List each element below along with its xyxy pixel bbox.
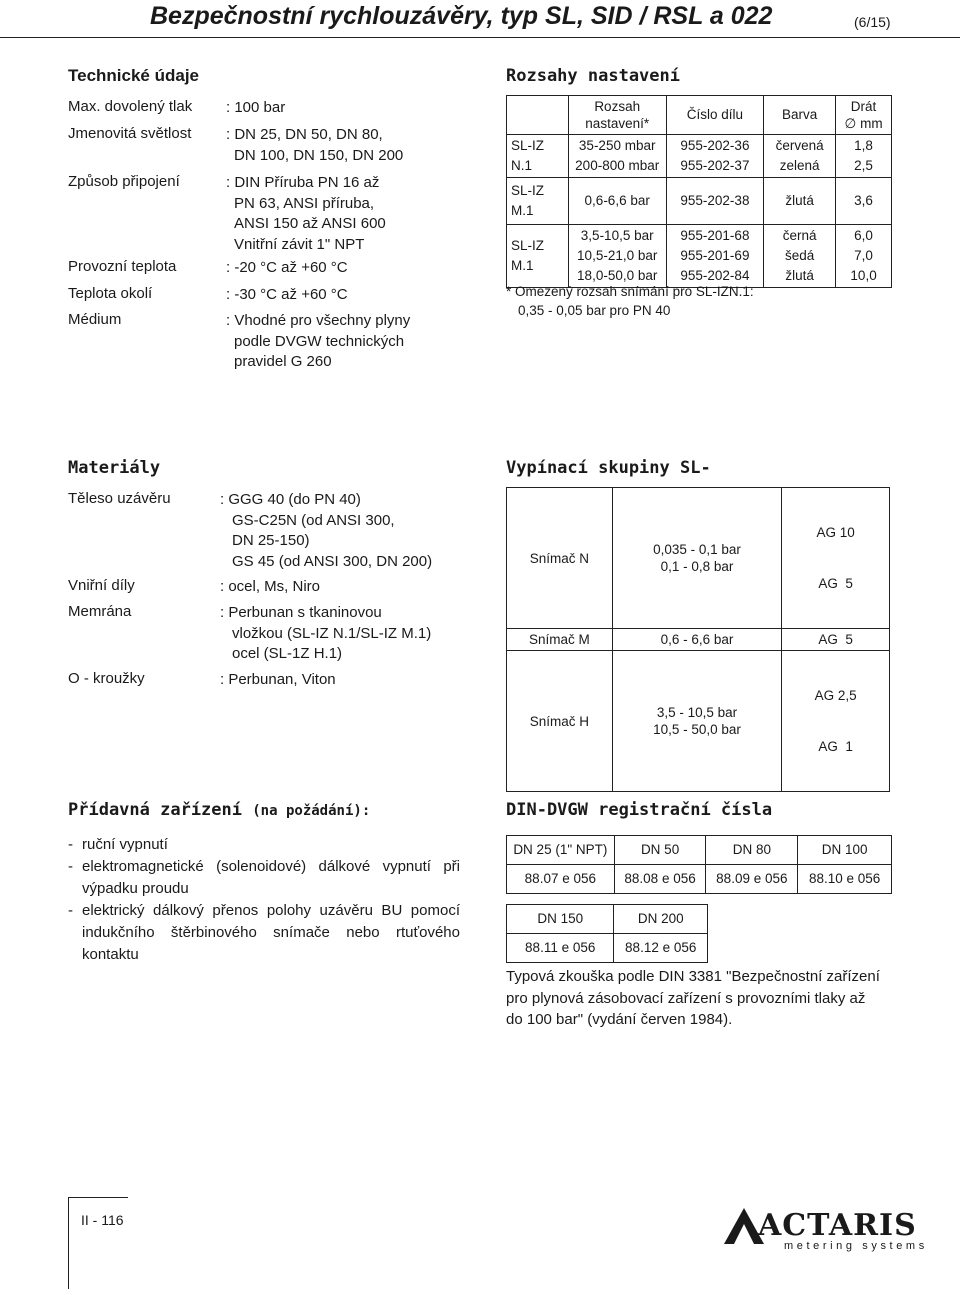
extras-subtitle: (na požádání): [252, 803, 371, 819]
tech-value-line: DN 100, DN 150, DN 200 [234, 146, 404, 164]
table-cell: 955-201-68 [666, 225, 764, 247]
table-row [507, 629, 890, 651]
list-item [68, 856, 460, 900]
table-cell: 10,5-21,0 bar [568, 246, 666, 266]
bullet-dash: - [68, 858, 73, 875]
tech-value [226, 125, 403, 166]
dvgw-text: Typová zkouška podle DIN 3381 "Bezpečnostní zařízení pro plynová zásobovací zařízení s provozními tlaky až do 100 bar" (vydání červen 1984). [506, 968, 880, 1028]
material-line: GS-C25N (od ANSI 300, [232, 511, 395, 529]
range-line: 0,035 - 0,1 bar [653, 542, 741, 557]
table-cell: 955-202-37 [666, 156, 764, 178]
material-line: : ocel, Ms, Niro [220, 578, 321, 595]
group-label: SL-IZ M.1 [507, 178, 569, 225]
note-line: * Omezený rozsah snímání pro SL-IZN.1: [506, 284, 754, 299]
table-row [507, 651, 890, 792]
tech-key: Způsob připojení [68, 173, 180, 190]
unit: mm [860, 116, 883, 131]
table-cell: 2,5 [836, 156, 892, 178]
sensor-name: Snímač N [507, 488, 613, 629]
table-cell: 3,5-10,5 bar [568, 225, 666, 247]
extras-heading [68, 800, 370, 820]
dvgw-table-2 [506, 904, 708, 963]
table-cell: 3,6 [836, 178, 892, 225]
document-title: Bezpečnostní rychlouzávěry, typ SL, SID / RSL a 022 [150, 2, 773, 30]
material-line: : GGG 40 (do PN 40) [220, 491, 361, 508]
extras-title: Přídavná zařízení [68, 800, 242, 820]
header-text: Rozsah [594, 99, 641, 114]
list-item-text: elektrický dálkový přenos polohy uzávěru BU pomocí indukčního štěrbinového snímače nebo rtuťového kontaktu [82, 902, 460, 963]
list-item-text: ruční vypnutí [82, 836, 168, 853]
bullet-dash: - [68, 836, 73, 853]
logo-wordmark: ACTARIS [758, 1208, 917, 1243]
table-cell [507, 96, 569, 135]
material-value [220, 577, 320, 598]
tech-key: Teplota okolí [68, 285, 153, 302]
table-header: DN 200 [614, 905, 708, 934]
tech-value-line: : -30 °C až +60 °C [226, 286, 348, 303]
group-label: SL-IZ M.1 [507, 225, 569, 288]
tech-value [226, 285, 348, 306]
tech-value-line: PN 63, ANSI příruba, [234, 194, 375, 212]
ranges-note [506, 282, 754, 320]
material-key: O - kroužky [68, 670, 145, 687]
table-cell: 0,6 - 6,6 bar [612, 629, 781, 651]
material-line: ocel (SL-1Z H.1) [232, 645, 343, 662]
page-number: II - 116 [81, 1212, 124, 1228]
table-row [507, 865, 892, 894]
tech-value-line: Vnitřní závit 1" NPT [234, 235, 365, 253]
table-cell: 955-202-84 [666, 266, 764, 288]
table-header: Číslo dílu [666, 96, 764, 135]
table-cell: 200-800 mbar [568, 156, 666, 178]
table-header [836, 96, 892, 135]
page-reference: (6/15) [854, 14, 891, 30]
table-cell: černá [764, 225, 836, 247]
table-cell [612, 651, 781, 792]
material-value [220, 490, 432, 572]
material-line: : Perbunan s tkaninovou [220, 604, 382, 621]
tech-key: Provozní teplota [68, 258, 177, 275]
note-line: 0,35 - 0,05 bar pro PN 40 [518, 303, 671, 318]
table-cell: 88.09 e 056 [706, 865, 798, 894]
table-cell [782, 488, 890, 629]
tech-value-line: ANSI 150 až ANSI 600 [234, 215, 386, 232]
tech-value-line: : Vhodné pro všechny plyny [226, 312, 411, 329]
table-cell: 10,0 [836, 266, 892, 288]
range-line: 3,5 - 10,5 bar [656, 705, 738, 720]
table-cell: žlutá [764, 266, 836, 288]
table-row [507, 836, 892, 865]
material-key: Memrána [68, 603, 132, 620]
table-cell: 88.10 e 056 [798, 865, 892, 894]
table-cell: 955-202-38 [666, 178, 764, 225]
table-row [507, 96, 892, 135]
tech-value [226, 98, 285, 119]
table-row [507, 934, 708, 963]
tech-value [226, 311, 410, 373]
table-cell: zelená [764, 156, 836, 178]
ranges-heading: Rozsahy nastavení [506, 66, 680, 86]
table-cell: 88.07 e 056 [507, 865, 615, 894]
logo-tagline: metering systems [784, 1240, 928, 1252]
material-value [220, 603, 431, 665]
tech-key: Médium [68, 311, 122, 328]
header-text: nastavení* [585, 116, 650, 131]
material-line: vložkou (SL-IZ N.1/SL-IZ M.1) [232, 624, 432, 642]
table-row [507, 225, 892, 247]
page-number-box [68, 1197, 128, 1289]
tech-value [226, 173, 386, 255]
tech-value-line: : -20 °C až +60 °C [226, 259, 348, 276]
table-header: DN 80 [706, 836, 798, 865]
bullet-dash: - [68, 902, 73, 919]
tech-heading: Technické údaje [68, 66, 200, 85]
extras-list [68, 834, 460, 966]
dvgw-heading: DIN-DVGW registrační čísla [506, 800, 773, 820]
group-label: SL-IZ N.1 [507, 135, 569, 178]
tech-key: Jmenovitá světlost [68, 125, 192, 142]
sensor-name: Snímač H [507, 651, 613, 792]
table-header: Barva [764, 96, 836, 135]
tech-key: Max. dovolený tlak [68, 98, 193, 115]
table-header [568, 96, 666, 135]
switch-table [506, 487, 890, 792]
table-cell: červená [764, 135, 836, 157]
tech-value-line: : DN 25, DN 50, DN 80, [226, 126, 383, 143]
tech-value-line: : 100 bar [226, 99, 286, 116]
tech-value-line: podle DVGW technických [234, 332, 405, 350]
table-row [507, 178, 892, 225]
table-header: DN 100 [798, 836, 892, 865]
table-cell: 88.08 e 056 [614, 865, 706, 894]
tech-value [226, 258, 348, 279]
material-key: Těleso uzávěru [68, 490, 171, 507]
material-value [220, 670, 336, 691]
list-item-text: elektromagnetické (solenoidové) dálkové vypnutí při výpadku proudu [82, 858, 460, 897]
switch-heading: Vypínací skupiny SL- [506, 458, 711, 478]
table-cell: 7,0 [836, 246, 892, 266]
table-cell: 35-250 mbar [568, 135, 666, 157]
table-cell: 88.12 e 056 [614, 934, 708, 963]
list-item [68, 834, 460, 856]
range-line: 0,1 - 0,8 bar [660, 559, 734, 574]
table-row [507, 905, 708, 934]
ranges-table [506, 95, 892, 288]
table-cell: 1,8 [836, 135, 892, 157]
header-text [838, 115, 889, 132]
tech-value-line: : DIN Příruba PN 16 až [226, 174, 380, 191]
ag-line: AG 5 [818, 576, 853, 591]
table-header: DN 25 (1" NPT) [507, 836, 615, 865]
material-line: : Perbunan, Viton [220, 671, 336, 688]
actaris-logo [722, 1204, 928, 1274]
ag-line: AG 10 [816, 525, 855, 540]
ag-line: AG 2,5 [814, 688, 857, 703]
table-cell: žlutá [764, 178, 836, 225]
ag-line: AG 1 [818, 739, 853, 754]
table-cell: 955-202-36 [666, 135, 764, 157]
range-line: 10,5 - 50,0 bar [653, 722, 741, 737]
header-text: Drát [850, 99, 877, 114]
header-rule [0, 37, 960, 38]
table-cell: AG 5 [782, 629, 890, 651]
table-row [507, 488, 890, 629]
table-cell [782, 651, 890, 792]
table-cell: 955-201-69 [666, 246, 764, 266]
material-key: Vniřní díly [68, 577, 135, 594]
table-cell: 18,0-50,0 bar [568, 266, 666, 288]
material-line: DN 25-150) [232, 532, 310, 549]
sensor-name: Snímač M [507, 629, 613, 651]
table-header: DN 50 [614, 836, 706, 865]
tech-value-line: pravidel G 260 [234, 353, 332, 370]
materials-heading: Materiály [68, 458, 161, 478]
list-item [68, 900, 460, 966]
table-cell: 6,0 [836, 225, 892, 247]
table-cell: šedá [764, 246, 836, 266]
material-line: GS 45 (od ANSI 300, DN 200) [232, 552, 433, 570]
dvgw-table-1 [506, 835, 892, 894]
table-header: DN 150 [507, 905, 614, 934]
table-cell: 0,6-6,6 bar [568, 178, 666, 225]
page-header [0, 0, 960, 40]
diameter-icon: ∅ [844, 116, 857, 131]
table-cell [612, 488, 781, 629]
table-cell: 88.11 e 056 [507, 934, 614, 963]
table-row [507, 135, 892, 157]
